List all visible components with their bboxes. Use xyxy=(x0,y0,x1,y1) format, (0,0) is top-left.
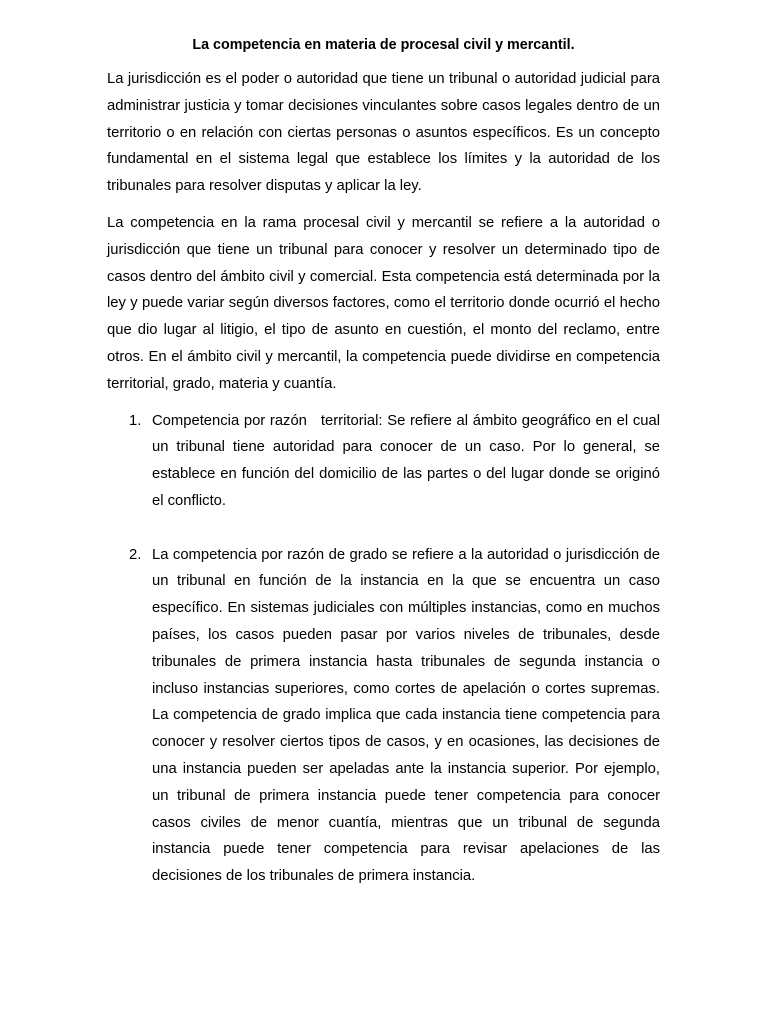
list-item-grado xyxy=(107,542,660,890)
document-page xyxy=(107,34,665,890)
list-item-text: Competencia por razón territorial: Se refiere al ámbito geográfico en el cual un tribunal tiene autoridad para conocer de un caso. Por lo general, se establece en función del domicilio de las partes o del lugar donde se originó el conflicto. xyxy=(152,412,665,509)
list-marker: 1. xyxy=(129,412,142,429)
document-title: La competencia en materia de procesal civil y mercantil. xyxy=(192,37,575,53)
list-item-territorial xyxy=(107,408,665,515)
numbered-list xyxy=(107,408,665,890)
paragraph-jurisdiccion: La jurisdicción es el poder o autoridad que tiene un tribunal o autoridad judicial para administrar justicia y tomar decisiones vinculantes sobre casos legales dentro de un territorio o en relación con ciertas personas o asuntos específicos. Es un concepto fundamental en el sistema legal que establece los límites y la autoridad de los tribunales para resolver disputas y aplicar la ley. xyxy=(107,71,660,195)
list-marker: 2. xyxy=(129,546,142,563)
paragraph-competencia: La competencia en la rama procesal civil y mercantil se refiere a la autoridad o jurisdicción que tiene un tribunal para conocer y resolver un determinado tipo de casos dentro del ámbito civil y comercial. Esta competencia está determinada por la ley y puede variar según diversos factores, como el territorio donde ocurrió el hecho que dio lugar al litigio, el tipo de asunto en cuestión, el monto del reclamo, entre otros. En el ámbito civil y mercantil, la competencia puede dividirse en competencia territorial, grado, materia y cuantía. xyxy=(107,214,660,392)
list-item-text: La competencia por razón de grado se refiere a la autoridad o jurisdicción de un tribunal en función de la instancia en la que se encuentra un caso específico. En sistemas judiciales con múltiples instancias, como en muchos países, los casos pueden pasar por varios niveles de tribunales, desde tribunales de primera instancia hasta tribunales de segunda instancia o incluso instancias superiores, como cortes de apelación o cortes supremas. La competencia de grado implica que cada instancia tiene competencia para conocer y resolver ciertos tipos de casos, y en ocasiones, las decisiones de una instancia pueden ser apeladas ante la instancia superior. Por ejemplo, un tribunal de primera instancia puede tener competencia para conocer casos civiles de menor cuantía, mientras que un tribunal de segunda instancia puede tener competencia para revisar apelaciones de las decisiones de los tribunales de primera instancia. xyxy=(152,546,660,885)
